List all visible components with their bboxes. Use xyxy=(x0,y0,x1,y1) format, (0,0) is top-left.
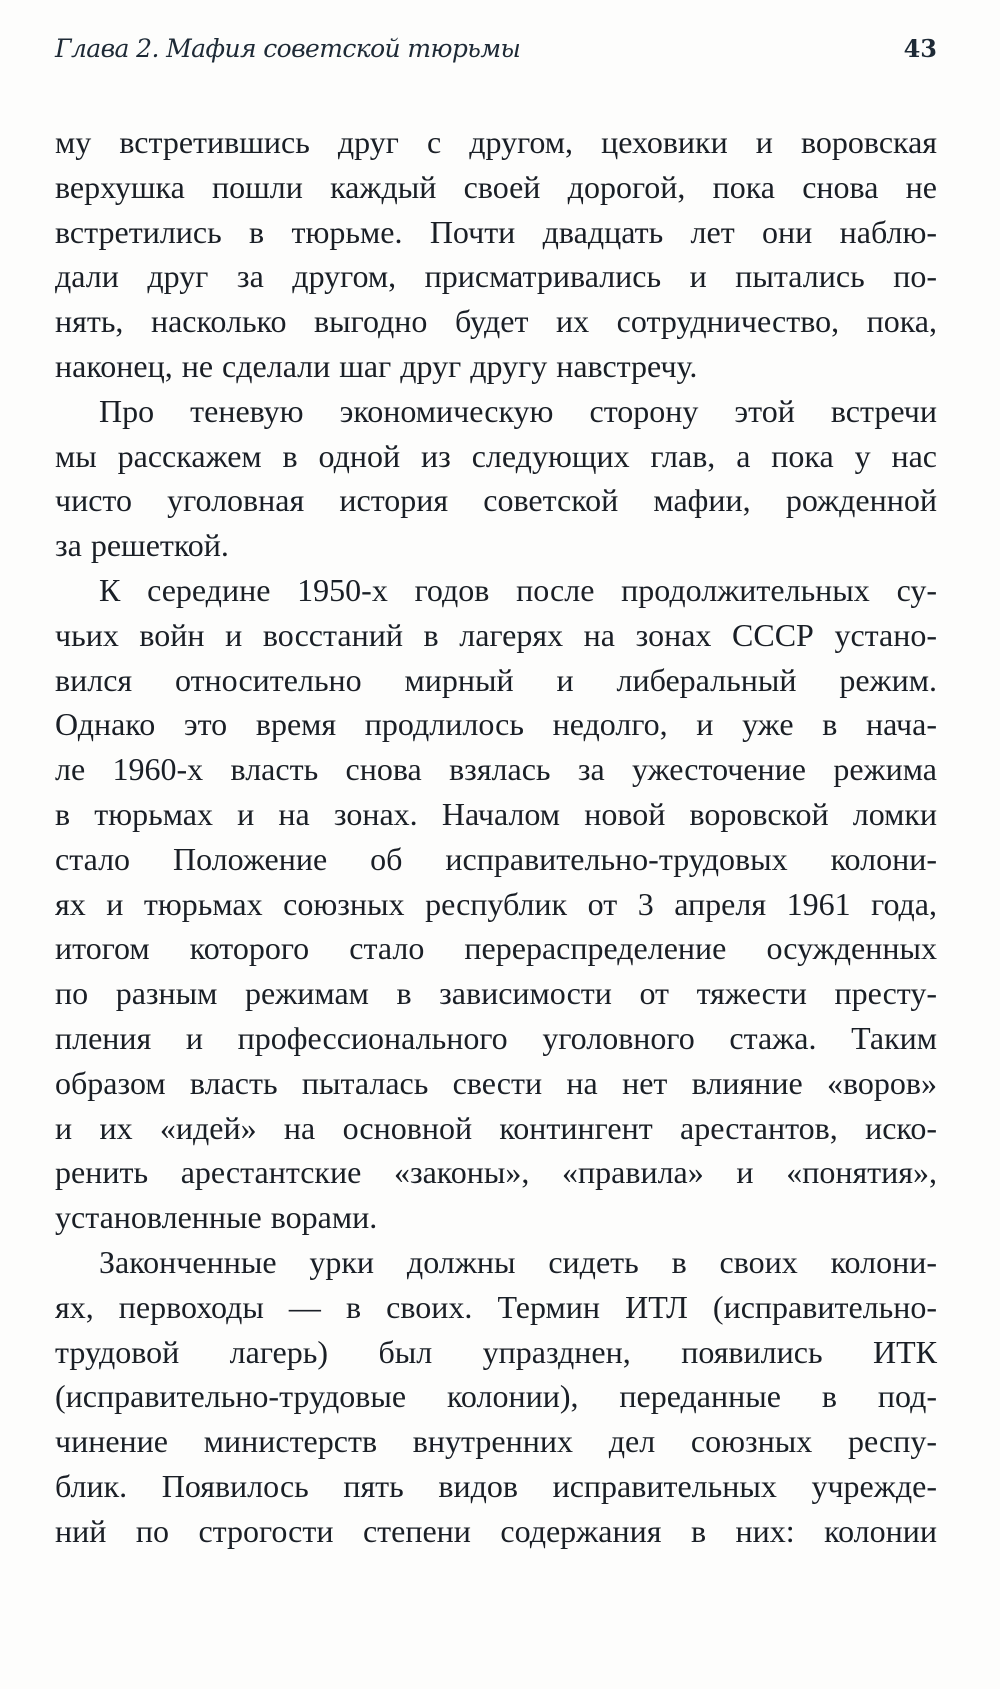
text-line: по разным режимам в зависимости от тяжести престу- xyxy=(55,975,937,1012)
text-line: ренить арестантские «законы», «правила» и «понятия», xyxy=(55,1154,937,1191)
page-header xyxy=(55,28,937,68)
text-line: в тюрьмах и на зонах. Началом новой воровской ломки xyxy=(55,795,937,832)
text-line: наконец, не сделали шаг друг другу навстречу. xyxy=(55,347,698,384)
text-line: верхушка пошли каждый своей дорогой, пока снова не xyxy=(55,168,937,205)
text-line: ях, первоходы — в своих. Термин ИТЛ (исправительно- xyxy=(55,1288,937,1325)
text-line: трудовой лагерь) был упразднен, появились ИТК xyxy=(55,1333,937,1370)
text-line: стало Положение об исправительно-трудовых колони- xyxy=(55,840,937,877)
text-line: вился относительно мирный и либеральный режим. xyxy=(55,661,937,698)
text-line: ний по строгости степени содержания в них: колонии xyxy=(55,1512,937,1549)
text-line: Про теневую экономическую сторону этой встречи xyxy=(99,392,937,429)
text-line: ле 1960-х власть снова взялась за ужесточение режима xyxy=(55,751,937,788)
text-line: му встретившись друг с другом, цеховики и воровская xyxy=(55,124,937,160)
text-line: дали друг за другом, присматривались и пытались по- xyxy=(55,258,937,295)
paragraph xyxy=(55,1240,937,1554)
text-line: встретились в тюрьме. Почти двадцать лет они наблю- xyxy=(55,213,937,250)
text-line: нять, насколько выгодно будет их сотрудничество, пока, xyxy=(55,303,937,340)
text-line: чинение министерств внутренних дел союзных респу- xyxy=(55,1423,937,1460)
text-line: мы расскажем в одной из следующих глав, а пока у нас xyxy=(55,437,937,474)
text-line: чьих войн и восстаний в лагерях на зонах СССР устано- xyxy=(55,616,937,653)
text-line: К середине 1950-х годов после продолжительных су- xyxy=(99,571,937,608)
paragraph xyxy=(55,389,937,568)
body-text xyxy=(55,120,937,1554)
text-line: пления и профессионального уголовного стажа. Таким xyxy=(55,1019,937,1056)
paragraph xyxy=(55,120,937,389)
text-line: Законченные урки должны сидеть в своих колони- xyxy=(99,1243,937,1280)
text-line: Однако это время продлилось недолго, и уже в нача- xyxy=(55,706,937,743)
text-line: (исправительно-трудовые колонии), переданные в под- xyxy=(55,1378,937,1415)
paragraph xyxy=(55,568,937,1240)
text-line: образом власть пыталась свести на нет влияние «воров» xyxy=(55,1064,937,1101)
text-line: за решеткой. xyxy=(55,527,229,564)
text-line: блик. Появилось пять видов исправительных учрежде- xyxy=(55,1467,937,1504)
running-title: Глава 2. Мафия советской тюрьмы xyxy=(55,33,521,63)
page-number: 43 xyxy=(903,33,937,63)
text-line: ях и тюрьмах союзных республик от 3 апреля 1961 года, xyxy=(55,885,937,922)
text-line: установленные ворами. xyxy=(55,1199,378,1236)
text-line: чисто уголовная история советской мафии, рожденной xyxy=(55,482,937,519)
text-line: и их «идей» на основной контингент арестантов, иско- xyxy=(55,1109,937,1146)
text-line: итогом которого стало перераспределение осужденных xyxy=(55,930,937,967)
